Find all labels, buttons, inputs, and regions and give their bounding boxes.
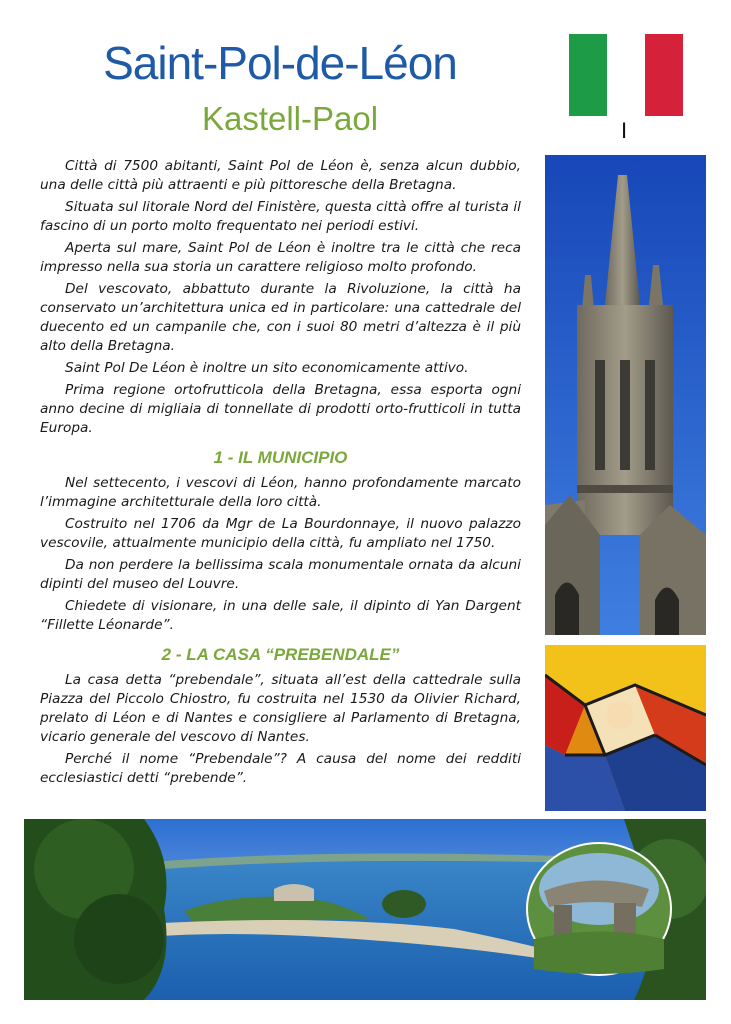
italian-flag-icon (569, 34, 683, 116)
section1-paragraph: Da non perdere la bellissima scala monumentale ornata da alcuni dipinti del museo del Louvre. (40, 557, 521, 592)
article-body (40, 157, 521, 791)
bay-landscape-photo (24, 819, 706, 1000)
intro-paragraph: Saint Pol De Léon è inoltre un sito economicamente attivo. (65, 360, 469, 376)
flag-stripe-green (569, 34, 607, 116)
section2-paragraph: La casa detta “prebendale”, situata all’est della cattedrale sulla Piazza del Piccolo Chiostro, fu costruita nel 1530 da Olivier Richard, prelato di Léon e di Nantes e consigliere al Parlamento di Bretagna, vicario generale del vescovo di Nantes. (40, 672, 521, 745)
language-code: I (621, 118, 628, 143)
flag-stripe-red (645, 34, 683, 116)
intro-paragraph: Situata sul litorale Nord del Finistère, questa città offre al turista il fascino di un porto molto frequentato nei periodi estivi. (40, 199, 521, 234)
intro-paragraph: Aperta sul mare, Saint Pol de Léon è inoltre tra le città che reca impresso nella sua storia un carattere religioso molto profondo. (40, 240, 521, 275)
section1-paragraph: Chiedete di visionare, in una delle sale, il dipinto di Yan Dargent “Fillette Léonarde”. (40, 598, 521, 633)
intro-paragraph: Del vescovato, abbattuto durante la Rivoluzione, la città ha conservato un’architettura unica ed in particolare: una cattedrale del duecento ed un campanile che, con i suoi 80 metri d’altezza è il più alto della Bretagna. (40, 281, 521, 354)
page-title: Saint-Pol-de-Léon (103, 37, 457, 89)
intro-paragraph: Città di 7500 abitanti, Saint Pol de Léon è, senza alcun dubbio, una delle città più attraenti e più pittoresche della Bretagna. (40, 158, 521, 193)
bell-tower-photo (545, 155, 706, 635)
section-heading-municipio: 1 - IL MUNICIPIO (213, 448, 348, 467)
section1-paragraph: Costruito nel 1706 da Mgr de La Bourdonnaye, il nuovo palazzo vescovile, attualmente municipio della città, fu ampliato nel 1750. (40, 516, 521, 551)
flag-stripe-white (607, 34, 645, 116)
page-subtitle: Kastell-Paol (201, 100, 379, 137)
section-heading-casa-prebendale: 2 - LA CASA “PREBENDALE” (161, 645, 400, 664)
stained-glass-photo (545, 645, 706, 811)
intro-paragraph: Prima regione ortofrutticola della Bretagna, essa esporta ogni anno decine di migliaia di tonnellate di prodotti orto-frutticoli in tutta Europa. (40, 382, 521, 436)
section2-paragraph: Perché il nome “Prebendale”? A causa del nome dei redditi ecclesiastici detti “prebende”. (40, 751, 521, 786)
section1-paragraph: Nel settecento, i vescovi di Léon, hanno profondamente marcato l’immagine architetturale della loro città. (40, 475, 521, 510)
